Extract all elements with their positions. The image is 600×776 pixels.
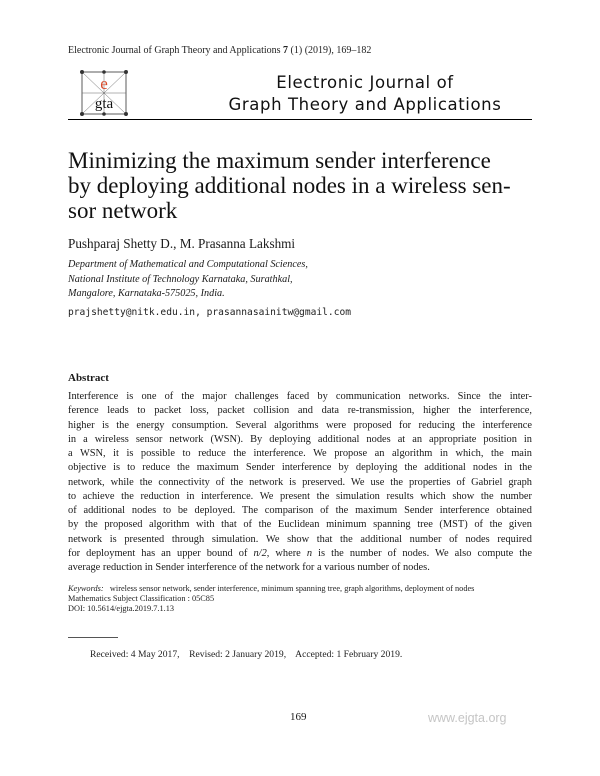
logo-node	[124, 70, 128, 74]
logo-node	[80, 70, 84, 74]
author-emails: prajshetty@nitk.edu.in, prasannasainitw@gmail.com	[68, 307, 352, 318]
title-line3: sor network	[68, 198, 178, 223]
paper-metadata	[68, 584, 474, 613]
logo-letter-e: e	[100, 74, 108, 93]
abstract-line: in a wireless sensor network (WSN). By deploying additional nodes at an appropriate position in	[68, 433, 532, 445]
submission-dates: Received: 4 May 2017, Revised: 2 January 2019, Accepted: 1 February 2019.	[90, 649, 403, 660]
abstract-text: is the number of nodes. We also compute the	[312, 547, 532, 559]
abstract-line: to achieve the reduction in interference. We present the simulation results which show the number	[68, 490, 532, 502]
journal-logo	[80, 70, 128, 116]
paper-title	[68, 148, 538, 223]
abstract-line: higher is the energy consumption. Several algorithms were proposed for reducing the interference	[68, 419, 532, 431]
keywords	[68, 584, 474, 594]
affiliation	[68, 258, 308, 302]
running-head	[68, 45, 371, 56]
footnote-divider	[68, 637, 118, 638]
abstract-line: network, while the connectivity of the network is preserved. We use the properties of Gabriel graph	[68, 476, 532, 488]
abstract-heading: Abstract	[68, 372, 109, 384]
abstract-line: network is presented through simulation. We show that the additional number of nodes required	[68, 533, 532, 545]
authors: Pushparaj Shetty D., M. Prasanna Lakshmi	[68, 236, 296, 251]
abstract-line: ference leads to packet loss, packet collision and data re-transmission, higher the interference,	[68, 405, 532, 417]
logo-node	[124, 112, 128, 116]
msc-classification: Mathematics Subject Classification : 05C85	[68, 593, 215, 603]
journal-name-line2: Graph Theory and Applications	[228, 95, 502, 114]
doi: DOI: 10.5614/ejgta.2019.7.1.13	[68, 603, 175, 613]
math-n: n	[306, 547, 313, 559]
abstract-text: for deployment has an upper bound of	[68, 547, 254, 559]
running-head-issue: (1) (2019), 169–182	[290, 45, 372, 56]
abstract-body	[68, 390, 532, 575]
header-divider	[68, 119, 532, 120]
keywords-text: wireless sensor network, sender interference, minimum spanning tree, graph algorithms, deployment of nodes	[109, 584, 475, 593]
logo-node	[80, 112, 84, 116]
logo-node	[102, 112, 106, 116]
page-number: 169	[290, 711, 307, 723]
abstract-line: of additional nodes to be deployed. The comparison of the maximum Sender interference obtained	[68, 505, 532, 516]
journal-name-line1: Electronic Journal of	[276, 73, 454, 92]
logo-letters-gta: gta	[94, 96, 114, 112]
affiliation-line2: National Institute of Technology Karnataka, Surathkal,	[68, 273, 293, 285]
journal-website: www.ejgta.org	[428, 711, 507, 725]
abstract-text: , where	[266, 547, 307, 559]
keywords-label: Keywords:	[68, 584, 104, 593]
running-head-volume: 7	[283, 45, 289, 56]
journal-name	[215, 72, 515, 116]
affiliation-line1: Department of Mathematical and Computational Sciences,	[68, 259, 308, 270]
abstract-line-with-math	[68, 547, 532, 561]
abstract-line: objective is to reduce the maximum Sender interference by deploying the additional nodes in the	[68, 462, 532, 474]
math-n-over-2: n/2	[253, 547, 267, 559]
affiliation-line3: Mangalore, Karnataka-575025, India.	[68, 288, 225, 299]
title-line2: by deploying additional nodes in a wireless sen-	[68, 173, 511, 198]
title-line1: Minimizing the maximum sender interference	[68, 148, 491, 173]
abstract-line: a WSN, it is possible to reduce the interference. We propose an algorithm in which, the main	[68, 448, 532, 459]
abstract-line: by the proposed algorithm with that of the Euclidean minimum spanning tree (MST) of the given	[68, 519, 532, 531]
abstract-line: Interference is one of the major challenges faced by communication networks. Since the inter-	[68, 391, 532, 402]
abstract-line: average reduction in Sender interference of the network for a various number of nodes.	[68, 562, 430, 573]
running-head-journal: Electronic Journal of Graph Theory and Applications	[68, 45, 281, 56]
